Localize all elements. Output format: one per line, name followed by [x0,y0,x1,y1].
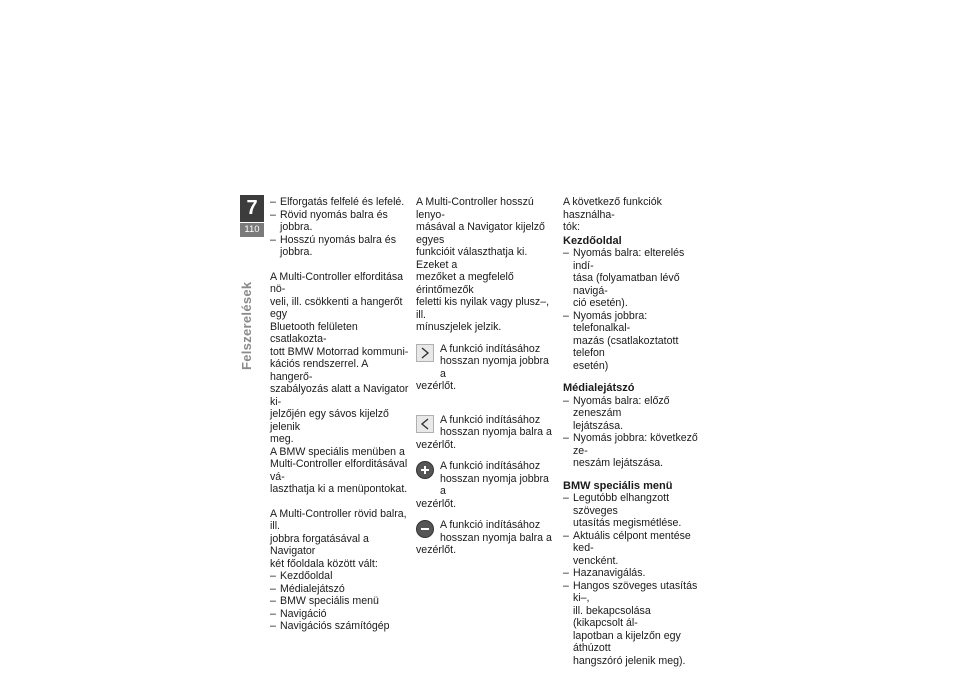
list-item [563,310,703,373]
function-text: A funkció indításához [440,342,541,355]
section-heading: BMW speciális menü [563,479,673,492]
list-item-line: – Aktuális célpont mentése ked- [573,529,691,554]
list-item [563,492,703,530]
list-item-line: neszám lejátszása. [573,457,664,469]
list-item-line: esetén) [573,359,609,372]
paragraph-line: A Multi-Controller rövid balra, ill. [270,507,407,532]
list-item: – Navigációs számítógép [270,620,410,633]
list-item-line: – Nyomás jobbra: telefonalkal- [573,309,648,334]
list-item-line: vencként. [573,554,619,567]
paragraph-line: tók: [563,221,581,233]
list-item-line: – Legutóbb elhangzott szöveges [573,492,670,517]
function-item [416,342,556,393]
list-item-line: – Hazanavigálás. [573,567,646,579]
function-item [416,459,556,510]
list-item-line: lapotban a kijelzőn egy áthúzott [573,629,681,654]
paragraph-line: jelzőjén egy sávos kijelző jelenik [270,408,389,433]
section-heading: Kezdőoldal [563,234,622,247]
paragraph-line: A BMW speciális menüben a [270,445,405,458]
column-2 [416,196,556,557]
arrow-left-icon [416,415,434,433]
list-item-line: – Nyomás balra: elterelés indí- [573,247,685,272]
chapter-number: 7 [240,195,264,222]
function-text: vezérlőt. [416,544,457,556]
list-item [563,432,703,470]
list-item: – Hosszú nyomás balra és jobbra. [270,234,410,259]
list-item-line: – Nyomás jobbra: következő ze- [573,432,698,457]
list-item [563,395,703,433]
list-item: – Navigáció [270,608,410,621]
paragraph-line: szabályozás alatt a Navigator ki- [270,383,409,408]
list-item-line: tása (folyamatban lévő navigá- [573,272,680,297]
function-text: hosszan nyomja balra a [440,426,552,438]
paragraph-line: kációs rendszerrel. A hangerő- [270,358,368,383]
plus-icon [416,461,434,479]
function-text: hosszan nyomja jobbra a [440,355,549,380]
list-item-line: lejátszása. [573,419,624,432]
list-item-line: utasítás megismétlése. [573,517,682,529]
list-item: – Rövid nyomás balra és jobbra. [270,209,410,234]
list-item [563,567,703,580]
column-1 [270,196,410,633]
minus-icon [416,520,434,538]
paragraph-line: mínuszjelek jelzik. [416,321,502,333]
function-text: A funkció indításához [440,413,541,426]
paragraph-line: laszthatja ki a menüpontokat. [270,483,408,495]
function-text: A funkció indításához [440,519,541,531]
function-text: vezérlőt. [416,380,457,392]
chapter-marker [240,195,264,239]
arrow-right-icon [416,344,434,362]
paragraph-line: jobbra forgatásával a Navigator [270,532,369,557]
function-text: A funkció indításához [440,460,541,472]
paragraph-line: veli, ill. csökkenti a hangerőt egy [270,295,403,320]
paragraph-line: feletti kis nyilak vagy plusz–, ill. [416,296,550,321]
list-item-line: mazás (csatlakoztatott telefon [573,334,679,359]
list-item-line: ill. bekapcsolása (kikapcsolt ál- [573,604,651,629]
column-3 [563,196,703,667]
paragraph-line: A Multi-Controller elforditása nö- [270,270,404,295]
paragraph-line: Bluetooth felületen csatlakozta- [270,320,358,345]
function-text: vezérlőt. [416,438,457,451]
list-item-line: – Hangos szöveges utasítás ki–, [573,579,698,604]
paragraph-line: másával a Navigator kijelző egyes [416,221,545,246]
function-item [416,518,556,557]
paragraph-line: A következő funkciók használha- [563,196,662,221]
list-item: – Kezdőoldal [270,570,410,583]
chapter-title: Felszerelések [239,281,254,370]
section-heading: Médialejátszó [563,382,635,394]
list-item: – BMW speciális menü [270,595,410,608]
function-text: vezérlőt. [416,497,457,510]
list-item: – Médialejátszó [270,583,410,596]
paragraph-line: tott BMW Motorrad kommuni- [270,345,409,358]
page-number: 110 [240,223,264,237]
list-item [563,580,703,668]
list-item-line: ció esetén). [573,297,628,309]
paragraph-line: funkcióit választhatja ki. Ezeket a [416,246,528,271]
list-item-line: – Nyomás balra: előző zeneszám [573,394,670,419]
function-text: hosszan nyomja jobbra a [440,472,549,497]
paragraph-line: két főoldala között vált: [270,557,378,570]
list-item: – Elforgatás felfelé és lefelé. [270,196,410,209]
paragraph-line: mezőket a megfelelő érintőmezők [416,271,514,296]
paragraph-line: A Multi-Controller hosszú lenyo- [416,196,534,221]
list-item-line: hangszóró jelenik meg). [573,654,686,667]
function-text: hosszan nyomja balra a [440,531,552,544]
paragraph-line: meg. [270,433,294,445]
paragraph-line: Multi-Controller elforditásával vá- [270,458,408,483]
function-item [416,413,556,452]
list-item [563,530,703,568]
list-item [563,247,703,310]
